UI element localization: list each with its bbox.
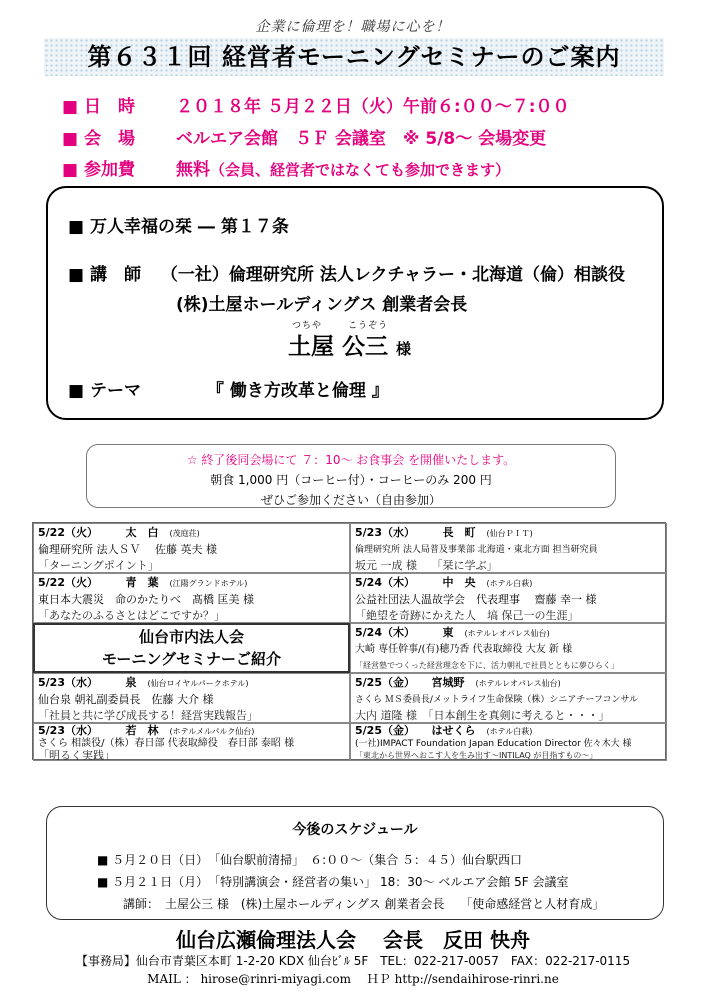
seminar-place: 長 町 (442, 526, 476, 539)
seminar-venue: (仙台ロイヤルパークホテル) (147, 679, 249, 688)
seminar-cell (350, 673, 667, 723)
seminar-speaker: 東日本大震災 命のかたりべ 髙橋 匡美 様 (38, 593, 254, 606)
info-fee (62, 155, 510, 180)
seminar-topic: 大内 道隆 様 「日本創生を真剣に考えると・・・」 (355, 709, 610, 722)
seminar-place: はせくら (431, 724, 476, 737)
seminar-speaker: 仙台泉 朝礼副委員長 佐藤 大介 様 (38, 693, 214, 706)
seminar-date: 5/23（水） (355, 526, 410, 539)
schedule-title: 今後のスケジュール (292, 822, 418, 838)
seminar-venue: (ホテル白萩) (486, 579, 533, 588)
lecturer-label: ■ 講 師 (68, 265, 141, 285)
seminar-place: 中 央 (442, 576, 476, 589)
speaker-honorific: 様 (396, 340, 412, 358)
info-date-value: ２０１８年 ５月２２日（火）午前６:００～７:００ (176, 97, 570, 117)
speaker-name-text: 土屋 公三 (288, 334, 389, 360)
seminar-date: 5/25（金） (355, 724, 410, 737)
speaker-name (288, 328, 411, 361)
lecturer-line (68, 260, 625, 285)
seminar-date: 5/23（水） (38, 724, 93, 737)
seminar-place: 宮城野 (431, 676, 465, 689)
seminar-cell (350, 573, 667, 623)
seminar-topic: 坂元 一成 様 「栞に学ぶ」 (355, 559, 498, 572)
seminar-date: 5/24（木） (355, 626, 410, 639)
info-date-label: 日 時 (84, 97, 135, 117)
meal-line2: 朝食 1,000 円（コーヒー付）・コーヒーのみ 200 円 (210, 473, 492, 487)
info-venue (62, 124, 546, 149)
schedule-item: 講師： 土屋公三 様 (株)土屋ホールディングス 創業者会長 「使命感経営と人材育成」 (123, 897, 605, 911)
info-fee-note: （会員、経営者ではなくても参加できます） (210, 161, 511, 179)
seminar-topic: 「東北から世界へおこす人を生み出す～INTILAQ が目指すもの～」 (355, 751, 598, 760)
seminar-speaker: さくら 相談役/（株）春日部 代表取締役 春日部 泰昭 様 (38, 738, 295, 749)
seminar-venue: (ホテルメルパルク仙台) (169, 727, 255, 736)
seminar-date: 5/24（木） (355, 576, 410, 589)
seminar-topic: 「社員と共に学び成長する！経営実践報告」 (38, 709, 258, 722)
seminar-topic: 「あなたのふるさとはどこですか？」 (38, 609, 225, 622)
seminar-place: 青 葉 (125, 576, 159, 589)
seminar-speaker: さくら ＭＳ委員長/メットライフ生命保険（株）シニアチーフコンサル (355, 695, 639, 705)
seminar-speaker: 倫理研究所 法人ＳＶ 佐藤 英夫 様 (38, 543, 217, 556)
seminar-cell (33, 673, 350, 723)
contact-mail: MAIL ： hirose@rinri-miyagi.com ＨＰ http://sendaihirose-rinri.ne (147, 972, 559, 986)
speaker-box (46, 186, 664, 420)
seminar-place: 東 (442, 626, 454, 639)
ruby-family: こうぞう (348, 321, 389, 331)
seminar-speaker: 倫理研究所 法人局普及事業部 北海道・東北方面 担当研究員 (355, 545, 598, 555)
seminar-cell (33, 573, 350, 623)
seminar-cell (350, 523, 667, 573)
seminar-date: 5/22（火） (38, 526, 93, 539)
theme-value: 『 働き方改革と倫理 』 (206, 381, 389, 401)
promo-line2: モーニングセミナーご紹介 (101, 650, 282, 668)
seminar-venue: (ホテルレオパレス仙台) (464, 629, 550, 638)
schedule-item: ■ ５月２１日（月） 「特別講演会・経営者の集い」 18：30～ ベルエア会館 5F 会議室 (97, 875, 569, 889)
promo-cell (33, 623, 350, 673)
tagline: 企業に倫理を！職場に心を！ (255, 19, 451, 35)
bullet-square-icon: ■ (62, 97, 79, 117)
meal-line3: ぜひご参加ください（自由参加） (260, 493, 441, 507)
page-title: 第６３１回 経営者モーニングセミナーのご案内 (87, 43, 621, 71)
info-date (62, 92, 570, 117)
article-line: ■ 万人幸福の栞 ― 第１７条 (68, 217, 289, 237)
seminar-topic: 「絶望を奇跡にかえた人 塙 保己一の生涯」 (355, 609, 579, 622)
info-venue-label: 会 場 (84, 129, 135, 149)
lecturer-title2: (株)土屋ホールディングス 創業者会長 (176, 295, 468, 315)
org-name: 仙台広瀬倫理法人会 会長 反田 快舟 (176, 928, 530, 952)
ruby-given: つちや (292, 321, 323, 331)
seminar-speaker: 大崎 専任幹事/(有)穂乃香 代表取締役 大友 新 様 (355, 644, 573, 655)
promo-line1: 仙台市内法人会 (138, 628, 244, 646)
meal-line1: ☆ 終了後同会場にて ７：10～ お食事会 を開催いたします。 (186, 453, 516, 467)
theme-line (68, 376, 389, 401)
seminar-venue: (仙台ＰＩＴ) (486, 529, 533, 538)
seminar-date: 5/22（火） (38, 576, 93, 589)
seminar-cell (33, 723, 350, 761)
seminar-venue: (江陽グランドホテル) (169, 579, 248, 588)
seminar-place: 太 白 (125, 526, 159, 539)
bullet-square-icon: ■ (62, 129, 79, 149)
meal-box (86, 444, 616, 508)
title-band (44, 38, 664, 76)
seminar-grid (32, 522, 666, 760)
seminar-topic: 「ターニングポイント」 (38, 559, 159, 572)
seminar-date: 5/25（金） (355, 676, 410, 689)
theme-label: ■ テーマ (68, 381, 141, 401)
seminar-topic: 「明るく実践」 (38, 749, 115, 761)
seminar-cell (350, 723, 667, 761)
seminar-cell (33, 523, 350, 573)
schedule-item: ■ ５月２０日（日） 「仙台駅前清掃」 ６:００～（集合 ５：４５）仙台駅西口 (97, 853, 523, 867)
office-address: 【事務局】仙台市青葉区本町 1-2-20 KDX 仙台ﾋﾞﾙ 5F TEL：022-217-0057 FAX：022-217-0115 (75, 954, 631, 968)
lecturer-title1: （一社）倫理研究所 法人レクチャラー・北海道（倫）相談役 (160, 265, 625, 285)
info-venue-value: ベルエア会館 ５Ｆ 会議室 ※ 5/8～ 会場変更 (176, 129, 547, 149)
seminar-venue: (ホテル白萩) (486, 727, 533, 736)
seminar-place: 泉 (125, 676, 137, 689)
info-fee-label: 参加費 (84, 160, 135, 180)
seminar-place: 若 林 (125, 724, 159, 737)
info-fee-value: 無料 (176, 160, 210, 180)
seminar-topic: 「経営塾でつくった経営理念を下に、活力朝礼で社員とともに夢ひらく」 (355, 661, 619, 670)
schedule-box (46, 806, 664, 920)
seminar-speaker: (一社)IMPACT Foundation Japan Education Director 佐々木大 様 (355, 739, 632, 749)
bullet-square-icon: ■ (62, 160, 79, 180)
seminar-venue: (ホテルレオパレス仙台) (475, 679, 561, 688)
seminar-speaker: 公益社団法人温故学会 代表理事 齋藤 幸一 様 (355, 593, 597, 606)
seminar-venue: (茂庭荘) (169, 529, 200, 538)
seminar-cell (350, 623, 667, 673)
seminar-date: 5/23（水） (38, 676, 93, 689)
